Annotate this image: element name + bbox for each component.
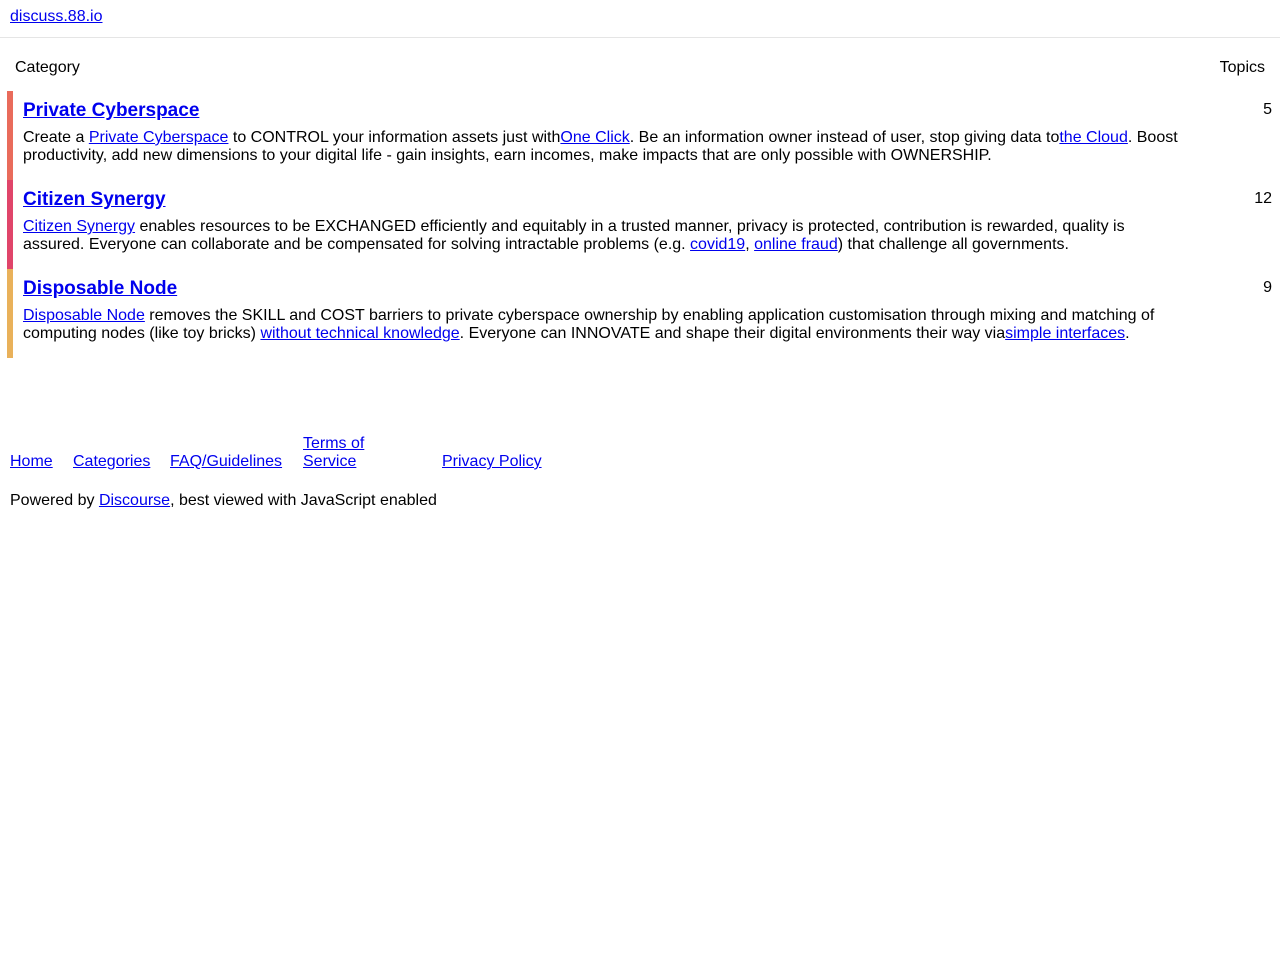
description-text: enables resources to be EXCHANGED efficiently and equitably in a trusted manner, privacy is protected, contribution is rewarded, quality is assured. Everyone can collaborate and be compensated for solving intractable problems (e.g. bbox=[23, 218, 1125, 253]
site-home-link[interactable]: discuss.88.io bbox=[10, 8, 103, 25]
footer-link-home[interactable]: Home bbox=[10, 453, 53, 470]
category-title-link[interactable]: Disposable Node bbox=[23, 278, 178, 299]
column-header-category: Category bbox=[15, 59, 80, 76]
description-link[interactable]: online fraud bbox=[754, 236, 838, 253]
footer-nav bbox=[10, 431, 570, 471]
description-text: . Everyone can INNOVATE and shape their digital environments their way via bbox=[459, 325, 1006, 342]
description-text: . bbox=[1125, 325, 1130, 342]
discourse-link[interactable]: Discourse bbox=[98, 492, 171, 509]
description-text: to CONTROL your information assets just with bbox=[228, 129, 561, 146]
powered-by-notice bbox=[10, 492, 437, 510]
category-list bbox=[7, 91, 1272, 358]
topic-count: 9 bbox=[1263, 279, 1272, 296]
category-title-link[interactable]: Citizen Synergy bbox=[23, 189, 166, 210]
powered-by-prefix: Powered by bbox=[10, 492, 99, 509]
description-link[interactable]: One Click bbox=[560, 129, 630, 146]
topic-count: 5 bbox=[1263, 101, 1272, 118]
footer-link-categories[interactable]: Categories bbox=[73, 453, 151, 470]
description-link[interactable]: covid19 bbox=[690, 236, 746, 253]
site-header bbox=[0, 0, 1280, 38]
footer-link-terms[interactable]: Terms of Service bbox=[303, 435, 365, 470]
description-text: . Be an information owner instead of user, stop giving data to bbox=[629, 129, 1060, 146]
description-link[interactable]: Disposable Node bbox=[23, 307, 145, 324]
description-link[interactable]: simple interfaces bbox=[1005, 325, 1126, 342]
category-row-disposable-node bbox=[7, 269, 1272, 358]
footer-link-faq[interactable]: FAQ/Guidelines bbox=[170, 453, 283, 470]
description-text: . Boost productivity, add new dimensions to your digital life - gain insights, earn incomes, make impacts that are only possible with OWNERSHIP. bbox=[23, 129, 1178, 164]
category-title-link[interactable]: Private Cyberspace bbox=[23, 100, 200, 121]
category-table-header bbox=[15, 59, 1265, 77]
description-link[interactable]: Private Cyberspace bbox=[88, 129, 229, 146]
description-link[interactable]: the Cloud bbox=[1059, 129, 1128, 146]
topic-count: 12 bbox=[1254, 190, 1272, 207]
description-link[interactable]: Citizen Synergy bbox=[23, 218, 136, 235]
category-description bbox=[23, 129, 1183, 165]
footer-link-privacy[interactable]: Privacy Policy bbox=[442, 453, 542, 470]
powered-by-suffix: , best viewed with JavaScript enabled bbox=[170, 492, 437, 509]
description-link[interactable]: without technical knowledge bbox=[260, 325, 460, 342]
category-row-citizen-synergy bbox=[7, 180, 1272, 269]
description-text: ) that challenge all governments. bbox=[837, 236, 1069, 253]
column-header-topics: Topics bbox=[1219, 59, 1265, 76]
category-description bbox=[23, 307, 1183, 343]
category-row-private-cyberspace bbox=[7, 91, 1272, 180]
description-text: , bbox=[745, 236, 755, 253]
description-text: Create a bbox=[23, 129, 89, 146]
category-description bbox=[23, 218, 1183, 254]
description-text: removes the SKILL and COST barriers to private cyberspace ownership by enabling application customisation through mixing and matching of computing nodes (like toy bricks) bbox=[23, 307, 1155, 342]
